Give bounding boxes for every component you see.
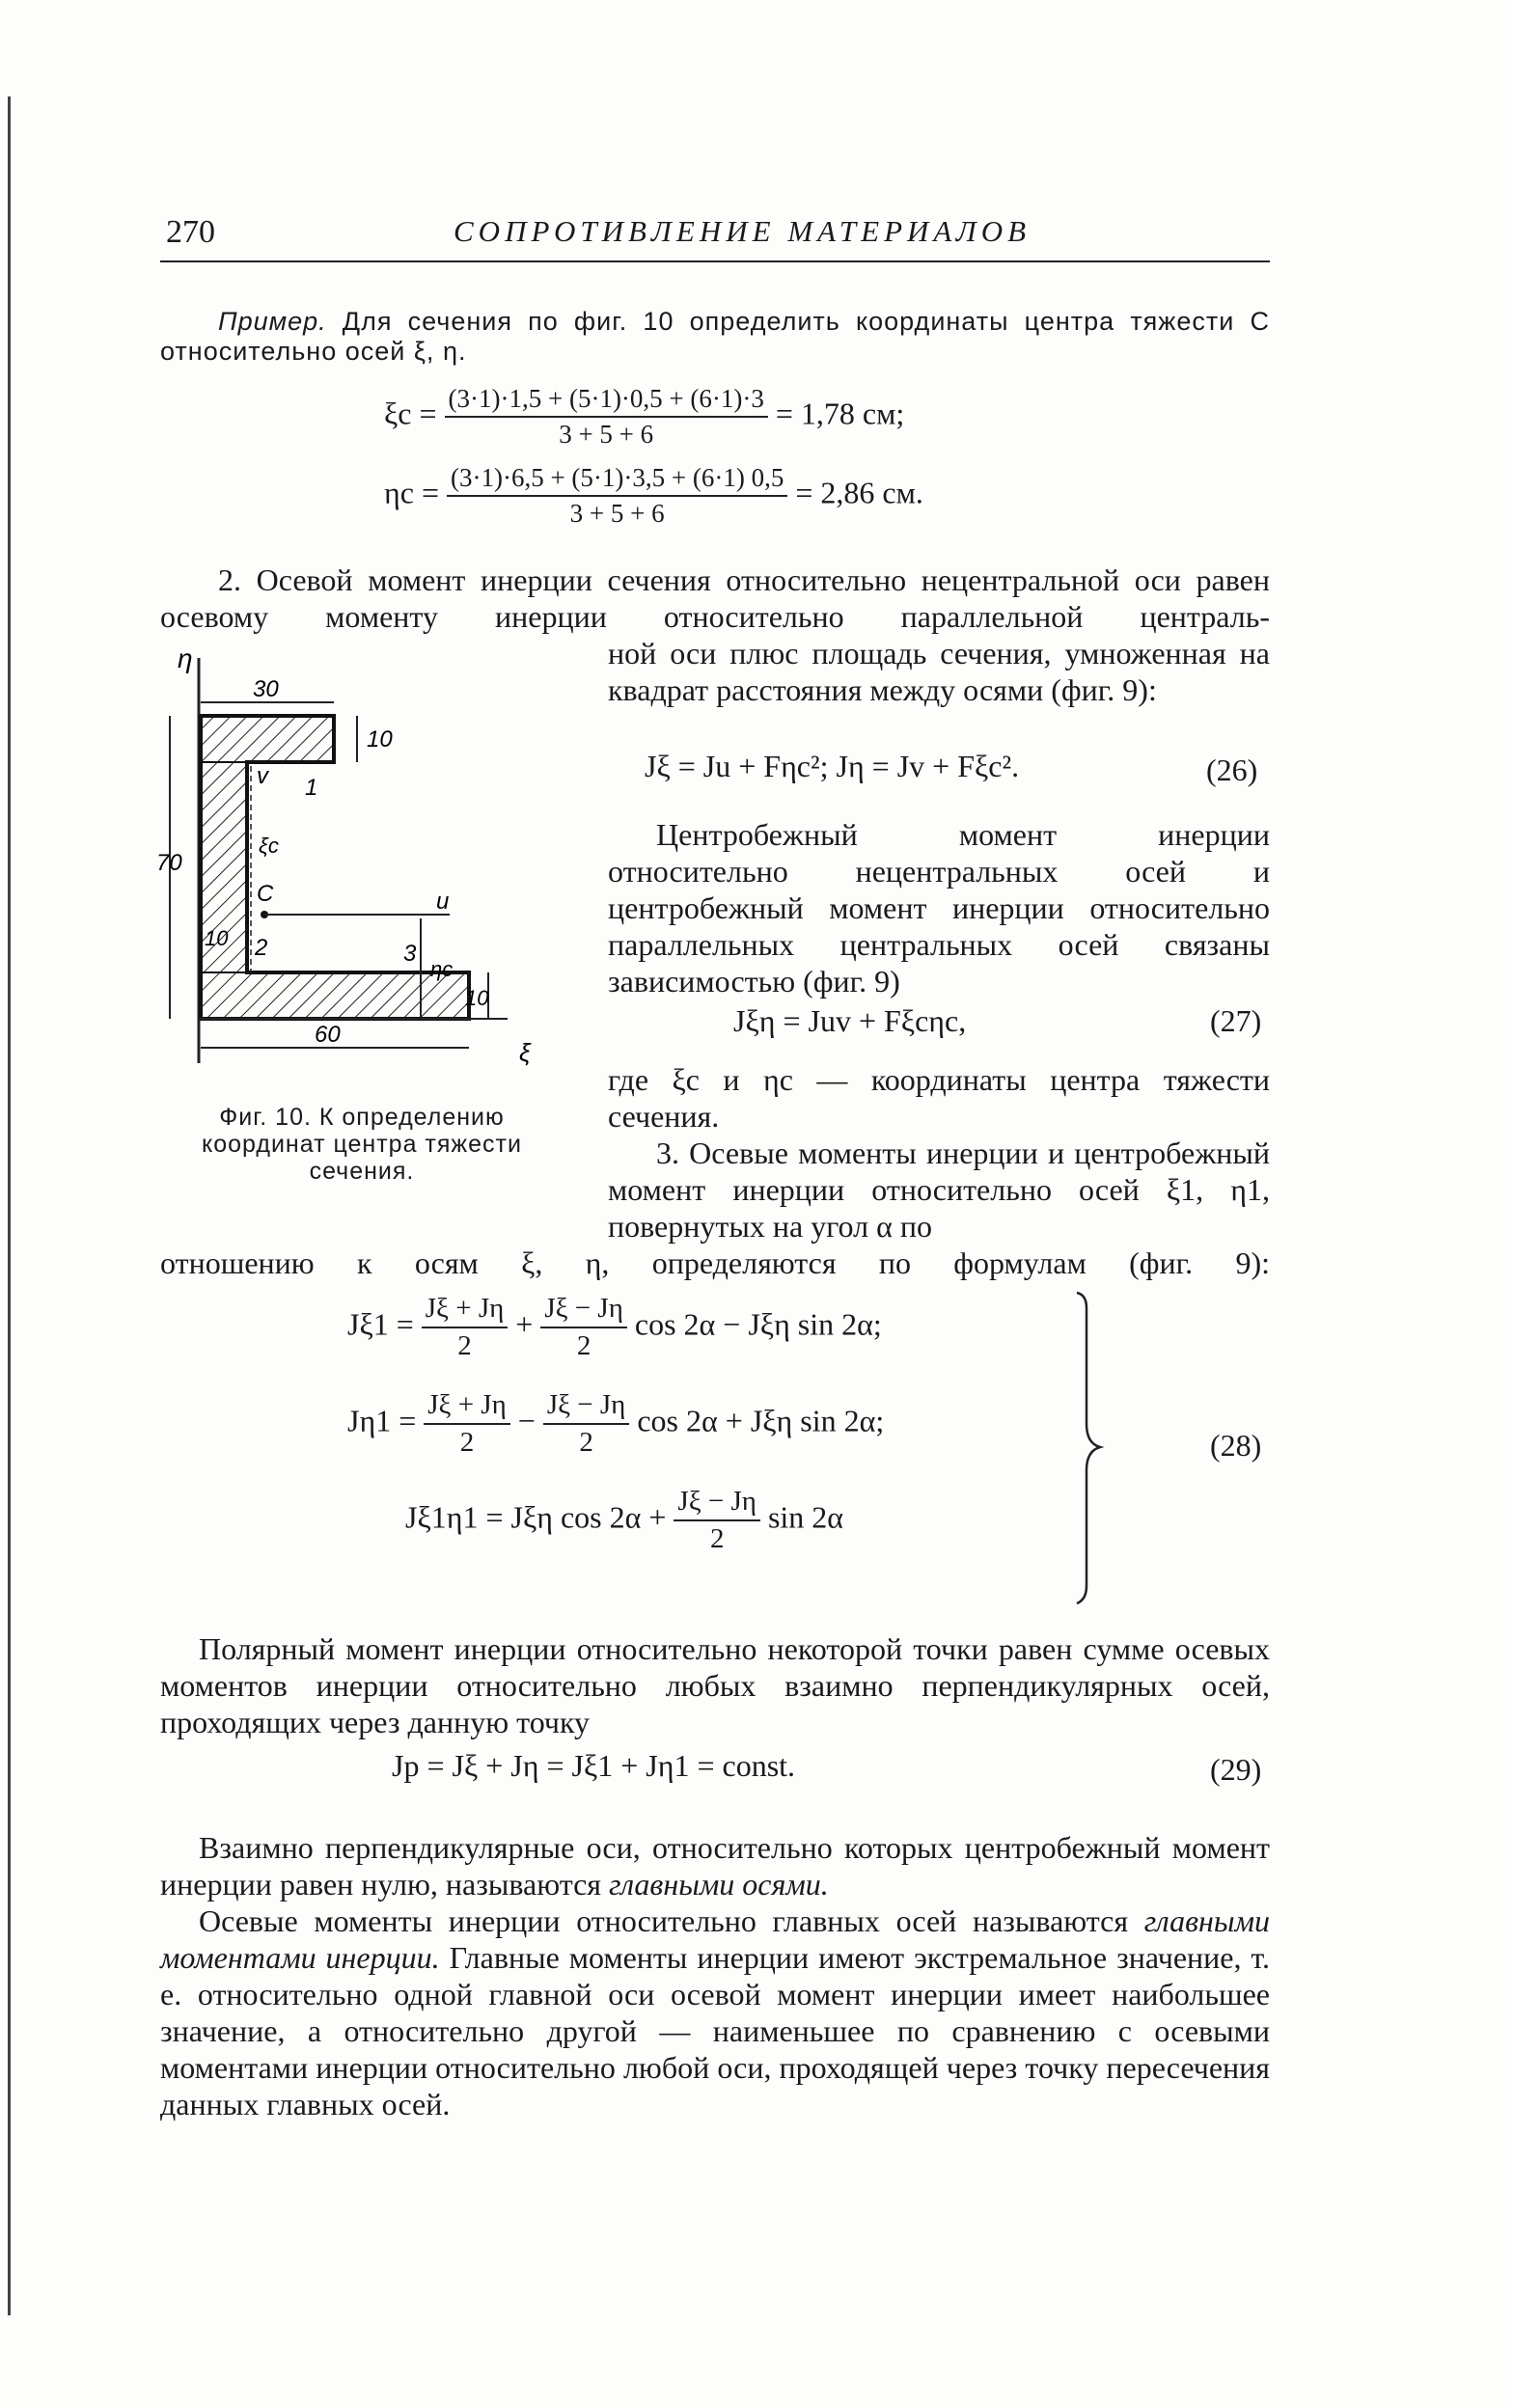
eta-c-numerator: (3·1)·6,5 + (5·1)·3,5 + (6·1) 0,5 <box>447 463 787 497</box>
dimension-10-bottom-label: 10 <box>465 986 489 1010</box>
eq28-l2-lhs: Jη1 = <box>347 1403 417 1438</box>
equation-27-number: (27) <box>1210 1003 1262 1038</box>
eq28-l3-diff-den: 2 <box>709 1523 725 1554</box>
dimension-10-top-label: 10 <box>367 726 393 752</box>
eq28-l1-lhs: Jξ1 = <box>347 1306 414 1342</box>
eq28-l2-sum-den: 2 <box>459 1427 475 1458</box>
principal-moments-text-b: Главные моменты инерции имеют экстремальное значение, т. е. относительно одной главной оси осевой момент инерции имеет наибольшее значение, а относительно другой — наименьшее по сравнению с осевыми моментами инерции относительно любой оси, проходящей через точку пересечения данных главных осей. <box>160 1940 1271 2121</box>
eq28-l3-diff-num: Jξ − Jη <box>674 1486 760 1521</box>
item2-paragraph: 2. Осевой момент инерции сечения относительно нецентральной оси равен осевому моменту инерции относительно параллельной централь- <box>160 562 1270 634</box>
eta-c-label: ηc <box>430 957 454 981</box>
xi-c-equation <box>384 384 904 450</box>
eq28-l1-frac-sum <box>422 1293 509 1362</box>
item3-side-text: 3. Осевые моменты инерции и центробежный момент инерции относительно осей ξ1, η1, повернутых на угол α по <box>608 1136 1270 1244</box>
v-label: v <box>257 763 268 789</box>
eq28-line-3 <box>405 1486 843 1555</box>
eq28-l3-frac-diff <box>674 1486 760 1555</box>
eq28-l2-diff-den: 2 <box>579 1427 593 1458</box>
eq28-l1-tail: cos 2α − Jξη sin 2α; <box>634 1306 882 1342</box>
xi-c-numerator: (3·1)·1,5 + (5·1)·0,5 + (6·1)·3 <box>445 384 768 418</box>
eta-c-equation <box>384 463 923 529</box>
eq28-l2-minus: − <box>517 1403 536 1438</box>
xi-c-lhs: ξc = <box>384 396 437 431</box>
principal-moments-paragraph <box>160 1902 1270 2122</box>
centroid-label: C <box>257 881 274 907</box>
principal-axes-term: главными осями. <box>609 1867 829 1902</box>
part-1-label: 1 <box>305 775 318 801</box>
centrifugal-paragraph: Центробежный момент инерции относительно нецентральных осей и центробежный момент инерции относительно параллельных центральных осей связаны зависимостью (фиг. 9) <box>608 817 1270 999</box>
xi-c-fraction <box>445 384 768 450</box>
principal-moments-term: главными моментами инерции. <box>160 1903 1270 1975</box>
eta-axis-label: η <box>178 643 193 673</box>
eq28-line-2 <box>347 1389 884 1459</box>
u-label: u <box>436 889 450 915</box>
right-brace-path <box>1077 1293 1100 1603</box>
part-3-label: 3 <box>403 941 417 967</box>
xi-c-label: ξc <box>259 834 279 858</box>
eq28-l1-sum-den: 2 <box>457 1330 472 1361</box>
dimension-70-label: 70 <box>156 850 182 876</box>
eq28-l2-frac-diff <box>543 1389 630 1459</box>
eta-c-result: = 2,86 см. <box>795 475 923 510</box>
principal-axes-paragraph <box>160 1829 1270 1902</box>
eq28-brace <box>1071 1289 1110 1607</box>
eta-c-denominator: 3 + 5 + 6 <box>569 499 665 528</box>
eta-c-lhs: ηc = <box>384 475 439 510</box>
equation-28-number: (28) <box>1210 1428 1262 1463</box>
page-number: 270 <box>166 214 215 250</box>
xi-c-denominator: 3 + 5 + 6 <box>559 420 654 449</box>
eq28-l2-frac-sum <box>424 1389 510 1459</box>
equation-26-number: (26) <box>1206 752 1258 787</box>
where-text: где ξc и ηc — координаты центра тяжести сечения. <box>608 1062 1270 1134</box>
eq28-l1-frac-diff <box>540 1293 627 1362</box>
eq28-l3-tail: sin 2α <box>767 1499 844 1535</box>
dimension-60-label: 60 <box>315 1022 341 1048</box>
running-title: СОПРОТИВЛЕНИЕ МАТЕРИАЛОВ <box>454 214 1032 248</box>
eta-c-fraction <box>447 463 787 529</box>
eq28-l2-sum-num: Jξ + Jη <box>424 1389 510 1425</box>
principal-moments-text-a: Осевые моменты инерции относительно главных осей называются <box>199 1903 1144 1938</box>
figure-10 <box>156 639 585 1082</box>
eq28-l3-lhs: Jξ1η1 = Jξη cos 2α + <box>405 1499 667 1535</box>
equation-29-number: (29) <box>1210 1752 1262 1787</box>
eq28-l1-diff-num: Jξ − Jη <box>540 1293 627 1328</box>
eq28-l1-plus: + <box>515 1306 534 1342</box>
principal-axes-text: Взаимно перпендикулярные оси, относительно которых центробежный момент инерции равен нулю, называются <box>160 1830 1270 1902</box>
dimension-10-left-label: 10 <box>205 926 229 950</box>
equation-29: Jp = Jξ + Jη = Jξ1 + Jη1 = const. <box>392 1748 796 1783</box>
page-edge-line <box>8 96 11 2315</box>
eq28-l1-sum-num: Jξ + Jη <box>422 1293 509 1328</box>
header-rule <box>160 260 1270 262</box>
example-paragraph <box>160 307 1270 367</box>
example-text: Для сечения по фиг. 10 определить координаты центра тяжести C относительно осей ξ, η. <box>160 307 1270 366</box>
item2-side-text: ной оси плюс площадь сечения, умноженная на квадрат расстояния между осями (фиг. 9): <box>608 636 1270 707</box>
eq28-l1-diff-den: 2 <box>576 1330 591 1361</box>
item3-tail-text: отношению к осям ξ, η, определяются по формулам (фиг. 9): <box>160 1245 1270 1280</box>
polar-paragraph: Полярный момент инерции относительно некоторой точки равен сумме осевых моментов инерции относительно любых взаимно перпендикулярных осей, проходящих через данную точку <box>160 1631 1270 1739</box>
equation-27: Jξη = Juv + Fξcηc, <box>733 1003 967 1038</box>
eq28-line-1 <box>347 1293 882 1362</box>
eq28-l2-diff-num: Jξ − Jη <box>543 1389 630 1425</box>
xi-c-result: = 1,78 см; <box>775 396 905 431</box>
xi-axis-label: ξ <box>519 1038 531 1067</box>
dimension-30-label: 30 <box>253 676 279 702</box>
figure-caption: Фиг. 10. К определению координат центра тяжести сечения. <box>202 1104 522 1185</box>
part-2-label: 2 <box>255 935 268 961</box>
equation-26: Jξ = Ju + Fηc²; Jη = Jv + Fξc². <box>645 749 1020 783</box>
eq28-l2-tail: cos 2α + Jξη sin 2α; <box>637 1403 885 1438</box>
example-label: Пример. <box>218 307 327 336</box>
